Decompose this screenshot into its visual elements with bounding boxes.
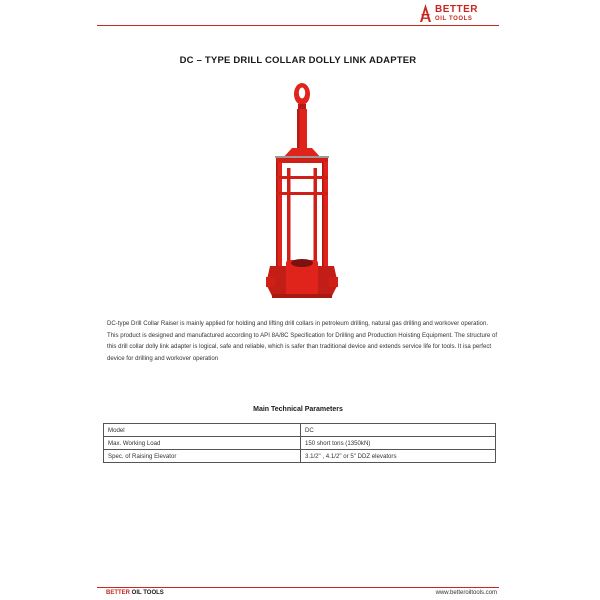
table-title: Main Technical Parameters [253,406,343,413]
param-value-cell: 3.1/2" , 4.1/2" or 5" DDZ elevators [301,450,496,463]
param-label-cell: Spec. of Raising Elevator [104,450,301,463]
table-row [104,424,496,437]
page-title: DC – TYPE DRILL COLLAR DOLLY LINK ADAPTER [179,55,417,66]
param-label-cell: Model [104,424,301,437]
footer-divider [97,587,499,588]
oil-derrick-icon [419,4,432,22]
logo-wordmark-secondary: OIL TOOLS [435,15,473,22]
param-value-cell: DC [301,424,496,437]
brand-logo[interactable] [419,3,478,23]
footer-brand [106,590,164,596]
product-description: DC-type Drill Collar Raiser is mainly applied for holding and lifting drill collars in petroleum drilling, natural gas drilling and workover operation. This product is designed and manufactured according to API 8A/8C Specification for Drilling and Production Hoisting Equipment. The structure of this drill collar dolly link adapter is logical, safe and reliable, which is safer than traditional device and extends service life for tools. It isa perfect device for drilling and workover operation [107,320,498,362]
header-divider [97,25,499,26]
table-row [104,450,496,463]
param-value-cell: 150 short tons (1350kN) [301,437,496,450]
table-row [104,437,496,450]
product-photo-dolly-link-adapter [262,80,342,302]
footer-brand-word1: BETTER [106,590,130,596]
logo-wordmark-primary: BETTER [435,3,478,15]
footer-website-link[interactable]: www.betteroiltools.com [435,590,497,596]
footer-brand-word2: OIL TOOLS [131,590,164,596]
param-label-cell: Max. Working Load [104,437,301,450]
technical-parameters-table [103,423,496,463]
